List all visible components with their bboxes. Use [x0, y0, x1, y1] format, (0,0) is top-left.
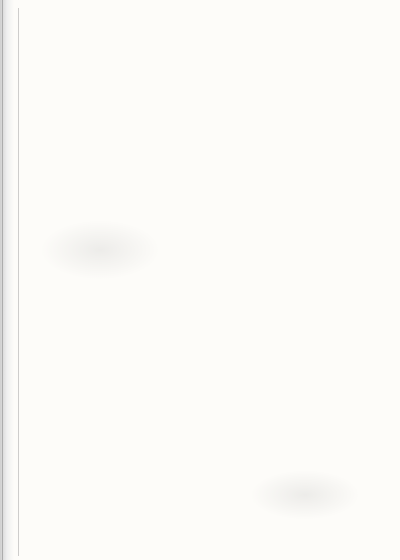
manuscript-line: [64, 8, 394, 34]
manuscript-line: [22, 113, 394, 139]
manuscript-line: [22, 270, 394, 296]
page-left-edge: [0, 0, 14, 560]
manuscript-line: [22, 244, 394, 270]
manuscript-line: [22, 87, 394, 113]
manuscript-line: [22, 296, 394, 322]
manuscript-line: [22, 165, 394, 191]
manuscript-line: [22, 322, 394, 348]
manuscript-line: [22, 453, 394, 479]
manuscript-line: [22, 218, 394, 244]
margin-rule: [18, 8, 19, 556]
manuscript-line: [22, 139, 394, 165]
manuscript-line: [22, 34, 394, 60]
manuscript-line: [22, 349, 394, 375]
manuscript-line: [22, 532, 394, 558]
manuscript-line: [22, 60, 394, 86]
manuscript-line: [22, 375, 394, 401]
manuscript-text-block: [22, 4, 394, 556]
manuscript-line: [22, 401, 394, 427]
manuscript-line: [22, 427, 394, 453]
manuscript-line: [22, 191, 394, 217]
manuscript-line: [22, 480, 394, 506]
manuscript-line: [22, 506, 394, 532]
